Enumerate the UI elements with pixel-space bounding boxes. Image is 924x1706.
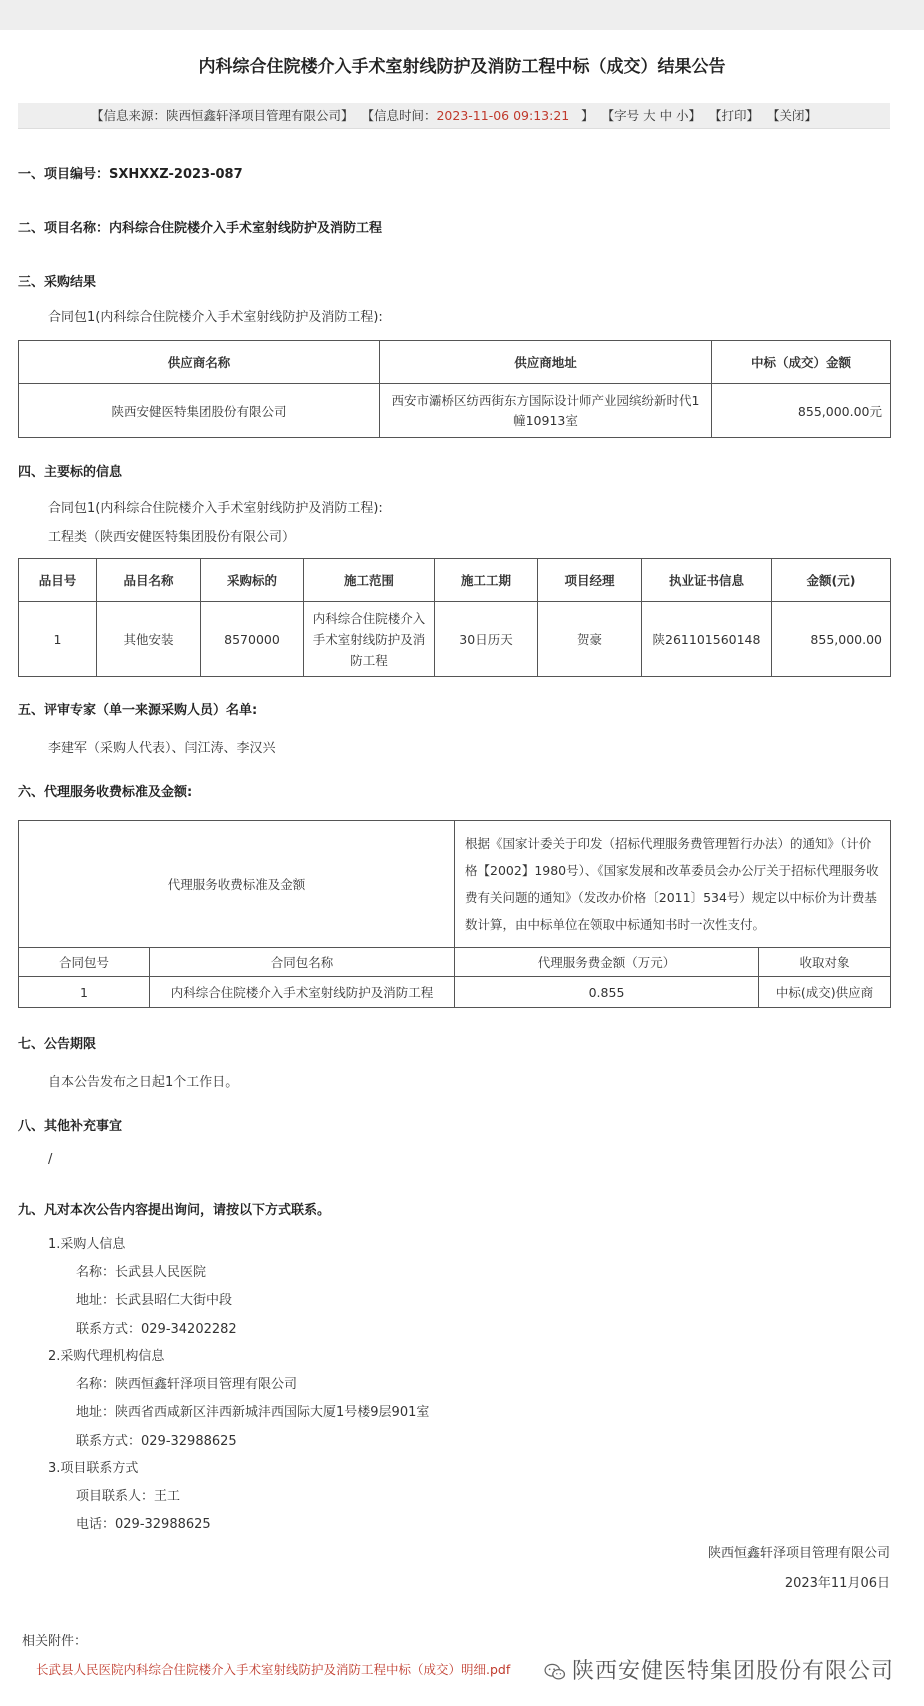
section-contact-heading: 九、凡对本次公告内容提出询问，请按以下方式联系。: [18, 1203, 331, 1218]
items-table-header: [19, 559, 891, 602]
section-period-heading: 七、公告期限: [18, 1037, 97, 1052]
award-amount: 855,000.00元: [712, 384, 891, 438]
items-header-cell: 执业证书信息: [642, 559, 772, 602]
result-package-label: 合同包1(内科综合住院楼介入手术室射线防护及消防工程):: [48, 310, 383, 325]
supplier-name: 陕西安健医特集团股份有限公司: [19, 384, 380, 438]
fee-standard-label: 代理服务收费标准及金额: [19, 821, 455, 948]
items-package-label: 合同包1(内科综合住院楼介入手术室射线防护及消防工程):: [48, 501, 383, 516]
item-certificate: 陕261101560148: [642, 602, 772, 677]
watermark: [544, 1654, 894, 1685]
expert-names: 李建军（采购人代表）、闫江涛、李汉兴: [48, 741, 276, 756]
info-time: 2023-11-06 09:13:21: [436, 108, 570, 123]
agent-title: 2.采购代理机构信息: [48, 1349, 165, 1364]
section-project-name: 二、项目名称：内科综合住院楼介入手术室射线防护及消防工程: [18, 221, 383, 236]
result-header-cell: 供应商地址: [380, 341, 712, 384]
signature-date: 2023年11月06日: [784, 1576, 890, 1591]
fee-package-name: 内科综合住院楼介入手术室射线防护及消防工程: [150, 977, 455, 1008]
result-header-cell: 中标（成交）金额: [712, 341, 891, 384]
period-text: 自本公告发布之日起1个工作日。: [48, 1075, 239, 1090]
result-header-cell: 供应商名称: [19, 341, 380, 384]
section-items-heading: 四、主要标的信息: [18, 465, 123, 480]
buyer-address: 地址：长武县昭仁大街中段: [76, 1293, 233, 1308]
contact-title: 3.项目联系方式: [48, 1461, 139, 1476]
buyer-title: 1.采购人信息: [48, 1237, 126, 1252]
items-header-cell: 采购标的: [201, 559, 304, 602]
section-other-heading: 八、其他补充事宜: [18, 1119, 123, 1134]
agent-phone: 联系方式：029-32988625: [76, 1434, 237, 1449]
fee-header-cell: 合同包名称: [150, 948, 455, 977]
fee-payer: 中标(成交)供应商: [759, 977, 891, 1008]
other-text: /: [48, 1152, 53, 1167]
item-duration: 30日历天: [435, 602, 538, 677]
supplier-address: 西安市灞桥区纺西街东方国际设计师产业园缤纷新时代1幢10913室: [380, 384, 712, 438]
agent-address: 地址：陕西省西咸新区沣西新城沣西国际大厦1号楼9层901室: [76, 1405, 430, 1420]
watermark-text: 陕西安健医特集团股份有限公司: [571, 1659, 894, 1684]
fee-table: [18, 820, 891, 1008]
items-header-cell: 品目名称: [97, 559, 201, 602]
result-table: [18, 340, 891, 438]
table-row: [19, 384, 891, 438]
wechat-icon: [544, 1663, 566, 1681]
item-amount: 855,000.00: [772, 602, 891, 677]
fee-amount: 0.855: [455, 977, 759, 1008]
item-number: 1: [19, 602, 97, 677]
info-bar: [18, 103, 890, 129]
result-table-header: [19, 341, 891, 384]
items-table: [18, 558, 891, 677]
section-project-number: 一、项目编号：SXHXXZ-2023-087: [18, 167, 243, 182]
buyer-name: 名称：长武县人民医院: [76, 1265, 207, 1280]
section-result-heading: 三、采购结果: [18, 275, 97, 290]
info-time-close: 】: [581, 108, 594, 123]
fee-table-header: [19, 948, 891, 977]
attachment-link[interactable]: 长武县人民医院内科综合住院楼介入手术室射线防护及消防工程中标（成交）明细.pdf: [36, 1662, 511, 1677]
fee-package-number: 1: [19, 977, 150, 1008]
table-row: [19, 977, 891, 1008]
items-header-cell: 金额(元): [772, 559, 891, 602]
top-bar: [0, 0, 924, 30]
agent-name: 名称：陕西恒鑫轩泽项目管理有限公司: [76, 1377, 298, 1392]
page-title: 内科综合住院楼介入手术室射线防护及消防工程中标（成交）结果公告: [198, 57, 726, 77]
section-fee-heading: 六、代理服务收费标准及金额:: [18, 785, 193, 800]
item-name: 其他安装: [97, 602, 201, 677]
font-size-control[interactable]: 【字号 大 中 小】: [601, 108, 702, 123]
items-header-cell: 施工工期: [435, 559, 538, 602]
fee-standard-text: 根据《国家计委关于印发（招标代理服务费管理暂行办法）的通知》（计价格【2002】1980号）、《国家发展和改革委员会办公厅关于招标代理服务收费有关问题的通知》（发改办价格〔2011〕534号）规定以中标价为计费基数计算，由中标单位在领取中标通知书时一次性支付。: [455, 821, 891, 948]
table-row: [19, 821, 891, 948]
info-source-label: 【信息来源：: [90, 108, 166, 123]
contact-phone: 电话：029-32988625: [76, 1517, 211, 1532]
fee-header-cell: 代理服务费金额（万元）: [455, 948, 759, 977]
item-scope: 内科综合住院楼介入手术室射线防护及消防工程: [304, 602, 435, 677]
attachment-label: 相关附件：: [22, 1634, 88, 1649]
info-time-label: 【信息时间：: [361, 108, 437, 123]
items-header-cell: 品目号: [19, 559, 97, 602]
signature-org: 陕西恒鑫轩泽项目管理有限公司: [707, 1546, 890, 1561]
item-manager: 贺豪: [538, 602, 642, 677]
buyer-phone: 联系方式：029-34202282: [76, 1322, 237, 1337]
table-row: [19, 602, 891, 677]
fee-header-cell: 收取对象: [759, 948, 891, 977]
close-button[interactable]: 【关闭】: [766, 108, 817, 123]
fee-header-cell: 合同包号: [19, 948, 150, 977]
items-header-cell: 项目经理: [538, 559, 642, 602]
info-source: 陕西恒鑫轩泽项目管理有限公司】: [166, 108, 354, 123]
item-target: 8570000: [201, 602, 304, 677]
print-button[interactable]: 【打印】: [709, 108, 760, 123]
section-experts-heading: 五、评审专家（单一来源采购人员）名单:: [18, 703, 258, 718]
items-category: 工程类（陕西安健医特集团股份有限公司）: [48, 530, 296, 545]
items-header-cell: 施工范围: [304, 559, 435, 602]
contact-person: 项目联系人：王工: [76, 1489, 181, 1504]
